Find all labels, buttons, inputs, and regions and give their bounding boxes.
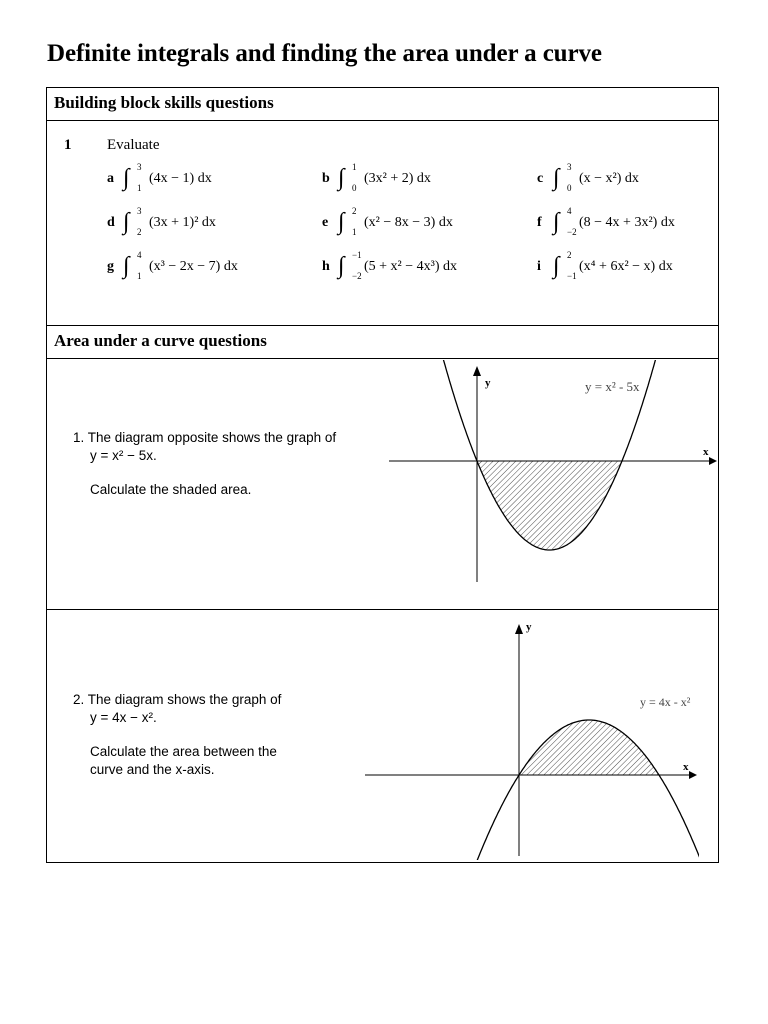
lower-limit: −1 xyxy=(567,271,577,281)
integral-item-c xyxy=(537,162,737,196)
upper-limit: 2 xyxy=(352,206,357,216)
curve-label: y = 4x - x² xyxy=(640,695,691,709)
integral-sign: ∫ xyxy=(553,209,560,235)
question-1-text xyxy=(73,429,336,499)
divider xyxy=(47,609,718,610)
item-label: i xyxy=(537,259,541,274)
question-2-instruction: curve and the x-axis. xyxy=(90,762,215,777)
lower-limit: −2 xyxy=(567,227,577,237)
upper-limit: 3 xyxy=(137,206,142,216)
y-axis-arrow xyxy=(473,366,481,376)
divider xyxy=(47,325,718,326)
divider xyxy=(47,358,718,359)
section-heading-building-blocks: Building block skills questions xyxy=(54,93,274,112)
graph-q2 xyxy=(359,620,699,860)
upper-limit: 4 xyxy=(567,206,572,216)
question-1-line: y = x² − 5x. xyxy=(90,448,157,463)
y-axis-label: y xyxy=(485,377,491,389)
integrand: (x³ − 2x − 7) dx xyxy=(149,259,238,274)
integral-sign: ∫ xyxy=(123,253,130,279)
upper-limit: 3 xyxy=(567,162,572,172)
integral-item-b xyxy=(322,162,522,196)
integral-item-i xyxy=(537,250,737,284)
lower-limit: 1 xyxy=(137,183,142,193)
question-1-instruction: Calculate the shaded area. xyxy=(90,482,252,497)
integral-item-a xyxy=(107,162,307,196)
question-2-text xyxy=(73,691,281,779)
integral-sign: ∫ xyxy=(123,209,130,235)
item-label: h xyxy=(322,259,330,274)
lower-limit: 2 xyxy=(137,227,142,237)
integral-sign: ∫ xyxy=(123,165,130,191)
question-2-line: y = 4x − x². xyxy=(90,710,157,725)
y-axis-arrow xyxy=(515,624,523,634)
integrand: (8 − 4x + 3x²) dx xyxy=(579,215,675,230)
x-axis-label: x xyxy=(683,761,689,773)
item-label: g xyxy=(107,259,114,274)
integral-item-d xyxy=(107,206,307,240)
upper-limit: 2 xyxy=(567,250,572,260)
question-2-instruction: Calculate the area between the xyxy=(90,744,277,759)
integral-sign: ∫ xyxy=(338,209,345,235)
question-2-line: 2. The diagram shows the graph of xyxy=(73,692,282,707)
item-label: f xyxy=(537,215,542,230)
integrand: (x − x²) dx xyxy=(579,171,639,186)
item-label: d xyxy=(107,215,115,230)
integral-sign: ∫ xyxy=(338,165,345,191)
divider xyxy=(47,120,718,121)
item-label: e xyxy=(322,215,329,230)
integral-sign: ∫ xyxy=(553,165,560,191)
question-number: 1 xyxy=(64,137,72,153)
integral-item-h xyxy=(322,250,522,284)
page-title: Definite integrals and finding the area under a curve xyxy=(47,40,602,67)
curve-label: y = x² - 5x xyxy=(585,379,640,394)
integral-sign: ∫ xyxy=(338,253,345,279)
lower-limit: −2 xyxy=(352,271,362,281)
integral-item-f xyxy=(537,206,737,240)
y-axis-label: y xyxy=(526,621,532,633)
lower-limit: 0 xyxy=(352,183,357,193)
integrand: (3x² + 2) dx xyxy=(364,171,431,186)
lower-limit: 1 xyxy=(352,227,357,237)
item-label: b xyxy=(322,171,330,186)
integrand: (3x + 1)² dx xyxy=(149,215,216,230)
integrand: (5 + x² − 4x³) dx xyxy=(364,259,458,274)
upper-limit: −1 xyxy=(352,250,362,260)
lower-limit: 1 xyxy=(137,271,142,281)
upper-limit: 4 xyxy=(137,250,142,260)
worksheet-table xyxy=(46,87,719,863)
integral-item-g xyxy=(107,250,307,284)
integrand: (x² − 8x − 3) dx xyxy=(364,215,453,230)
x-axis-arrow xyxy=(709,457,717,465)
integrand: (4x − 1) dx xyxy=(149,171,212,186)
integral-item-e xyxy=(322,206,522,240)
lower-limit: 0 xyxy=(567,183,572,193)
question-1-line: 1. The diagram opposite shows the graph of xyxy=(73,430,337,445)
integral-sign: ∫ xyxy=(553,253,560,279)
integrand: (x⁴ + 6x² − x) dx xyxy=(579,259,673,274)
x-axis-arrow xyxy=(689,771,697,779)
x-axis-label: x xyxy=(703,446,709,458)
graph-q1 xyxy=(379,360,719,585)
evaluate-instruction: Evaluate xyxy=(107,137,160,153)
item-label: c xyxy=(537,171,544,186)
upper-limit: 3 xyxy=(137,162,142,172)
item-label: a xyxy=(107,171,114,186)
upper-limit: 1 xyxy=(352,162,357,172)
section-heading-area: Area under a curve questions xyxy=(54,331,267,350)
